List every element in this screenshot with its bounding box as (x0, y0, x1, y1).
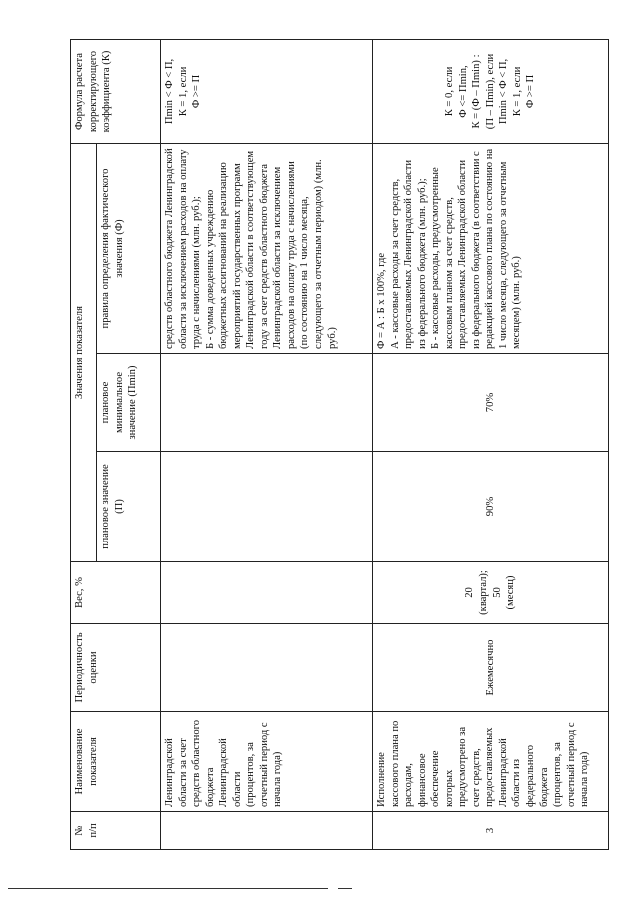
row-plan-min: 70% (373, 354, 609, 452)
row-weight (161, 562, 373, 624)
row-plan (161, 452, 373, 562)
row-num: 3 (373, 812, 609, 850)
row-plan: 90% (373, 452, 609, 562)
header-values-group: Значения показателя (71, 144, 97, 562)
rotated-table-wrapper (70, 40, 610, 850)
row-rules: средств областного бюджета Ленинградской области за исключением расходов на оплату труда с начислениями (млн. руб.); Б - сумма доведенных учреждению бюджетных ассигнований на реализацию мероприятий государственных программ Ленинградской области в соответствующем году за счет средств областного бюджета Ленинградской области за исключением расходов на оплату труда с начислениями (по состоянию на 1 число месяца, следующего за отчетным периодом) (млн. руб.) (161, 144, 373, 354)
header-plan: плановое значение (П) (97, 452, 161, 562)
row-period: Ежемесячно (373, 624, 609, 712)
footnote-dash (338, 888, 352, 889)
row-plan-min (161, 354, 373, 452)
header-plan-min: плановое минимальное значение (Пmin) (97, 354, 161, 452)
indicator-table (70, 39, 609, 850)
row-name: Исполнение кассового плана по расходам, финансовое обеспечение которых предусмотрено за счет средств, предоставляемых Ленинградской области из федерального бюджета (процентов, за отчетный период с начала года) (373, 712, 609, 812)
header-formula: Формула расчета корректирующего коэффициента (К) (71, 40, 161, 144)
table-row (373, 40, 609, 850)
header-weight: Вес, % (71, 562, 161, 624)
row-formula: Пmin < Ф < П, К = 1, если Ф >= П (161, 40, 373, 144)
row-formula: К = 0, если Ф <= Пmin, К = (Ф – Пmin) : (П – Пmin), если Пmin < Ф < П, К = 1, если Ф >= П (373, 40, 609, 144)
row-rules: Ф = А : Б х 100%, где А - кассовые расходы за счет средств, предоставляемых Ленинградской области из федерального бюджета (млн. руб.); Б - кассовые расходы, предусмотренные кассовым планом за счет средств, предоставляемых Ленинградской области из федерального бюджета (в соответствии с редакцией кассового плана по состоянию на 1 число месяца, следующего за отчетным месяцем) (млн. руб.) (373, 144, 609, 354)
row-name: Ленинградской области за счет средств областного бюджета Ленинградской области (процентов, за отчетный период с начала года) (161, 712, 373, 812)
row-period (161, 624, 373, 712)
header-period: Периодичность оценки (71, 624, 161, 712)
header-rules: правила определения фактического значения (Ф) (97, 144, 161, 354)
footnote-separator-line (8, 888, 328, 889)
header-num: № п/п (71, 812, 161, 850)
row-num (161, 812, 373, 850)
header-name: Наименование показателя (71, 712, 161, 812)
table-row (161, 40, 373, 850)
row-weight: 20 (квартал); 50 (месяц) (373, 562, 609, 624)
